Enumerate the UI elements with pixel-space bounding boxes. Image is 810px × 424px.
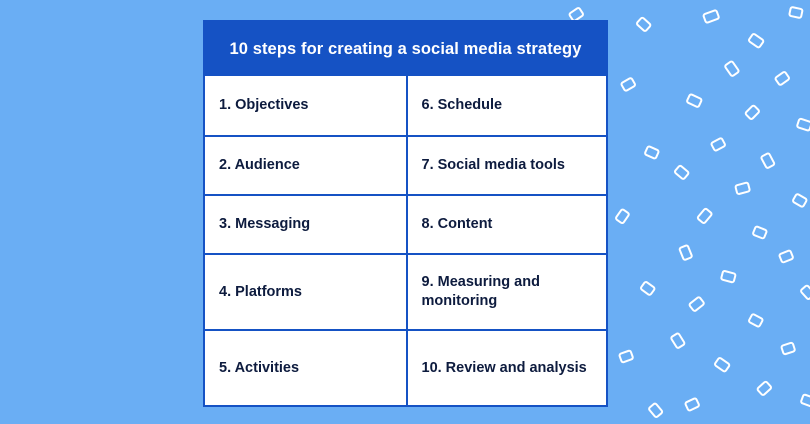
table-cell-step-6: 6. Schedule xyxy=(406,76,607,135)
table-cell-step-8: 8. Content xyxy=(406,194,607,253)
table-cell-step-7: 7. Social media tools xyxy=(406,135,607,194)
table-cell-step-4: 4. Platforms xyxy=(205,253,406,329)
table-cell-step-3: 3. Messaging xyxy=(205,194,406,253)
table-title: 10 steps for creating a social media strategy xyxy=(205,22,606,76)
table-cell-step-9: 9. Measuring and monitoring xyxy=(406,253,607,329)
table-grid xyxy=(205,76,606,405)
table-cell-step-10: 10. Review and analysis xyxy=(406,329,607,405)
table-cell-step-2: 2. Audience xyxy=(205,135,406,194)
steps-table xyxy=(203,20,608,407)
table-cell-step-5: 5. Activities xyxy=(205,329,406,405)
table-cell-step-1: 1. Objectives xyxy=(219,97,309,114)
